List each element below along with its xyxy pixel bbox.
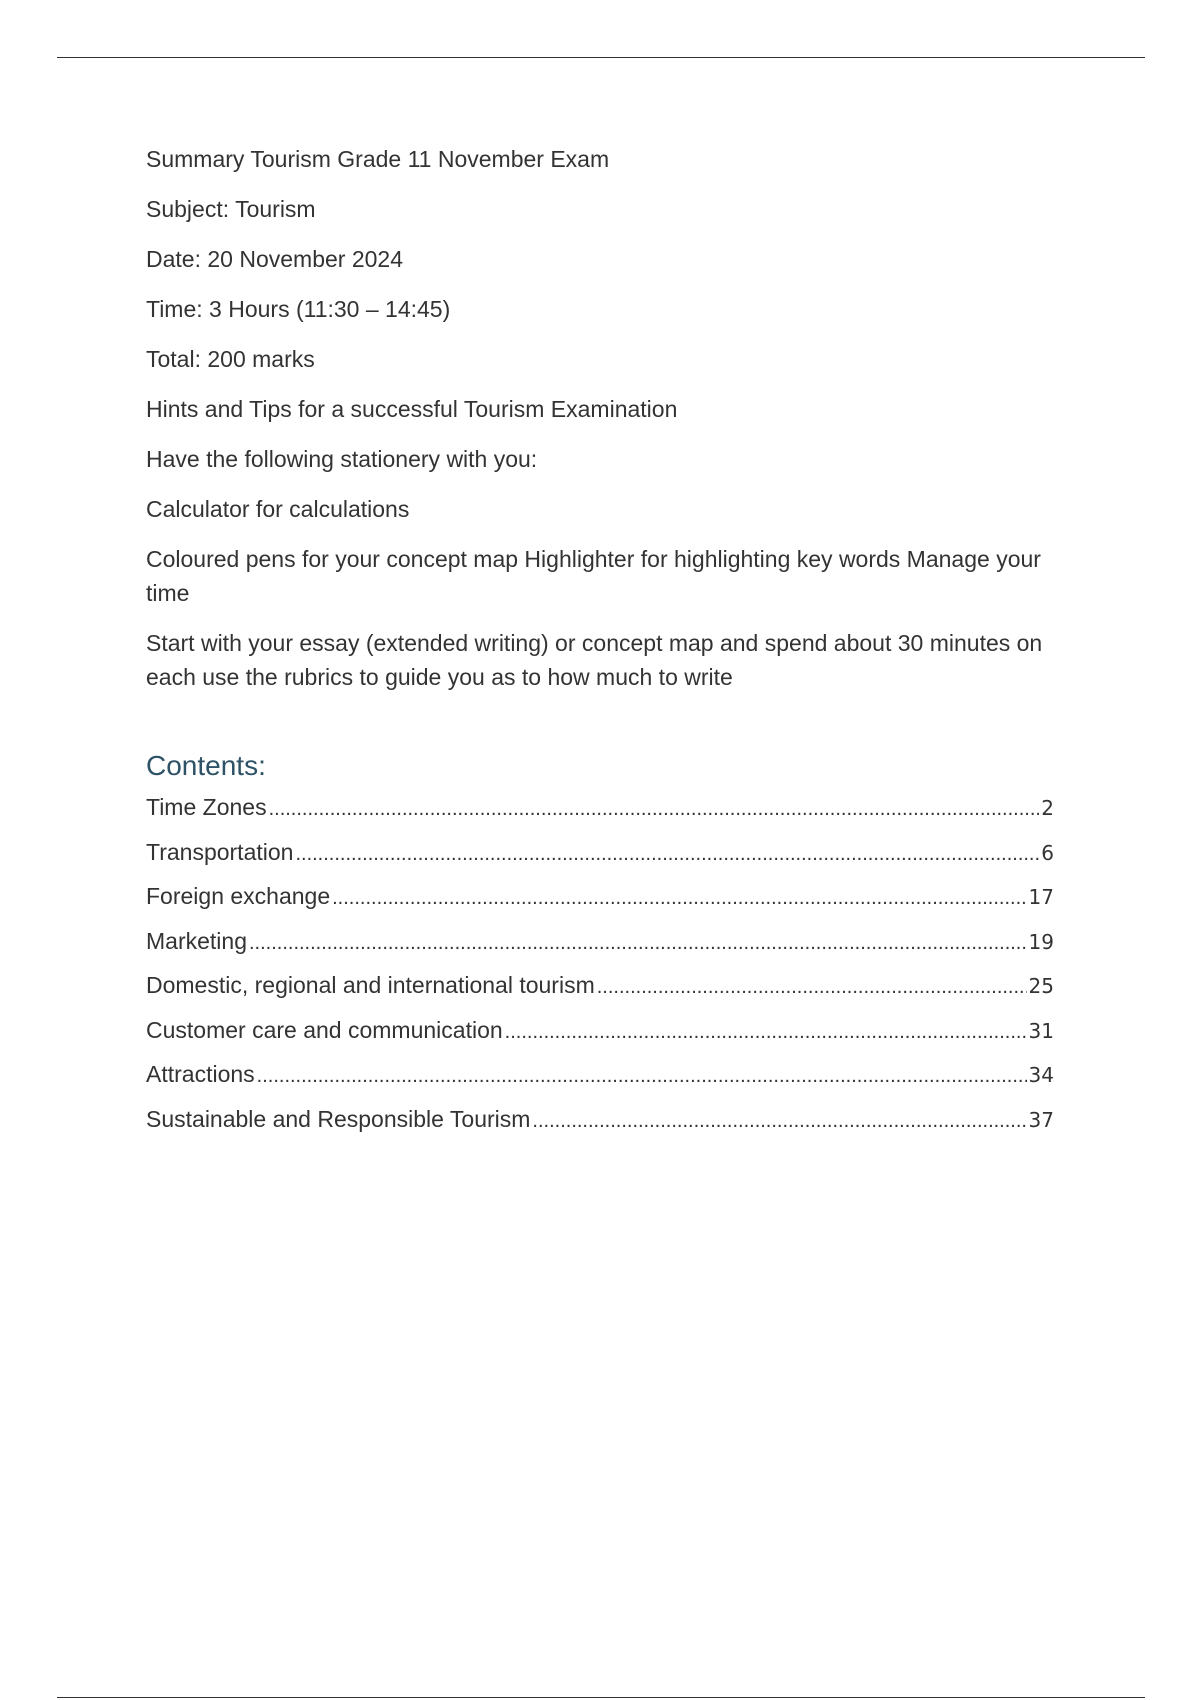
toc-entry[interactable] <box>146 928 1054 973</box>
stationery-calculator: Calculator for calculations <box>146 496 410 522</box>
total-line: Total: 200 marks <box>146 346 315 372</box>
bottom-rule <box>57 1697 1145 1698</box>
toc-entry-page: 34 <box>1028 1063 1054 1087</box>
toc-dot-leader <box>532 1106 1026 1133</box>
toc-entry-page: 37 <box>1028 1107 1054 1132</box>
date-line: Date: 20 November 2024 <box>146 246 403 272</box>
subject-line: Subject: Tourism <box>146 196 316 222</box>
document-body <box>146 142 1054 1150</box>
toc-dot-leader <box>505 1017 1027 1044</box>
toc-entry-page: 25 <box>1028 974 1054 998</box>
toc-dot-leader <box>269 794 1040 821</box>
table-of-contents <box>146 794 1054 1150</box>
toc-entry-page: 19 <box>1028 929 1054 954</box>
time-line: Time: 3 Hours (11:30 – 14:45) <box>146 296 451 322</box>
contents-heading: Contents: <box>146 750 266 781</box>
toc-entry-title: Domestic, regional and international tourism <box>146 972 595 998</box>
toc-entry-page: 6 <box>1041 840 1054 865</box>
toc-entry[interactable] <box>146 794 1054 839</box>
essay-tip: Start with your essay (extended writing) or concept map and spend about 30 minutes on each use the rubrics to guide you as to how much to write <box>146 630 1043 690</box>
toc-entry[interactable] <box>146 883 1054 928</box>
toc-entry[interactable] <box>146 972 1054 1017</box>
toc-entry-page: 31 <box>1028 1018 1054 1043</box>
toc-dot-leader <box>597 972 1027 999</box>
toc-dot-leader <box>295 839 1039 866</box>
toc-dot-leader <box>257 1061 1027 1088</box>
toc-entry[interactable] <box>146 1017 1054 1062</box>
toc-entry[interactable] <box>146 839 1054 884</box>
toc-entry-title: Marketing <box>146 927 247 954</box>
toc-entry[interactable] <box>146 1061 1054 1106</box>
toc-entry-title: Customer care and communication <box>146 1016 503 1043</box>
toc-entry-title: Time Zones <box>146 794 267 820</box>
top-rule <box>57 57 1145 58</box>
hints-heading: Hints and Tips for a successful Tourism Examination <box>146 396 678 422</box>
toc-dot-leader <box>249 928 1027 955</box>
toc-entry-title: Transportation <box>146 838 294 865</box>
toc-dot-leader <box>332 883 1026 910</box>
stationery-intro: Have the following stationery with you: <box>146 446 538 472</box>
document-title: Summary Tourism Grade 11 November Exam <box>146 146 610 172</box>
toc-entry-title: Sustainable and Responsible Tourism <box>146 1105 531 1132</box>
toc-entry-page: 2 <box>1041 796 1054 820</box>
toc-entry-page: 17 <box>1028 885 1054 909</box>
toc-entry-title: Attractions <box>146 1061 255 1087</box>
toc-entry-title: Foreign exchange <box>146 883 331 909</box>
toc-entry[interactable] <box>146 1106 1054 1151</box>
stationery-pens: Coloured pens for your concept map Highlighter for highlighting key words Manage your time <box>146 546 1041 606</box>
